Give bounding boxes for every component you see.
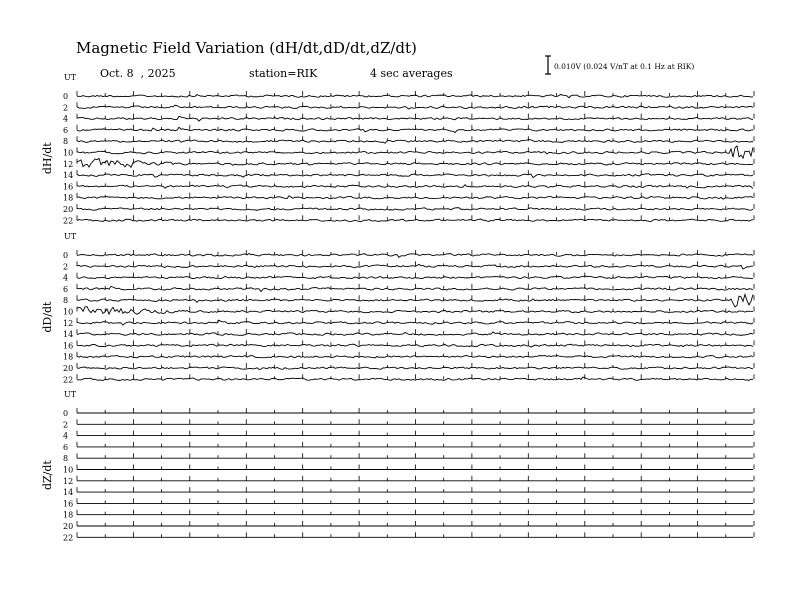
row-label: 14	[63, 488, 74, 498]
row-label: 10	[63, 465, 74, 475]
trace-line	[77, 377, 753, 380]
row-label: 6	[63, 125, 69, 135]
row-ticks	[77, 318, 754, 323]
row-label: 16	[63, 182, 74, 192]
row-label: 14	[63, 171, 74, 181]
row-label: 4	[63, 431, 69, 441]
row-ticks	[77, 408, 754, 413]
panels-group	[41, 73, 754, 542]
trace-line	[77, 264, 753, 269]
trace-line	[77, 320, 753, 325]
row-label: 16	[63, 499, 74, 509]
row-label: 4	[63, 114, 69, 124]
row-label: 10	[63, 307, 74, 317]
ut-label: UT	[64, 390, 77, 399]
row-ticks	[77, 181, 754, 186]
row-label: 0	[63, 251, 69, 260]
chart-title: Magnetic Field Variation (dH/dt,dD/dt,dZ/dt)	[76, 39, 417, 57]
row-label: 18	[63, 510, 74, 520]
row-label: 12	[63, 318, 74, 328]
row-label: 4	[63, 273, 69, 283]
trace-line	[77, 276, 753, 279]
trace-line	[77, 253, 753, 257]
trace-line	[77, 332, 753, 335]
ut-label: UT	[64, 232, 77, 241]
trace-line	[77, 127, 753, 132]
trace-line	[77, 158, 753, 167]
row-label: 20	[63, 205, 74, 214]
ut-label: UT	[64, 73, 77, 82]
trace-line	[77, 95, 753, 98]
row-ticks	[77, 419, 754, 424]
panel-axis-label: dH/dt	[41, 142, 54, 175]
scale-bar	[545, 56, 551, 74]
row-label: 0	[63, 92, 69, 101]
row-ticks	[77, 329, 754, 334]
row-ticks	[77, 453, 754, 458]
row-ticks	[77, 295, 754, 300]
row-label: 18	[63, 352, 74, 362]
panel-axis-label: dD/dt	[41, 301, 54, 333]
row-ticks	[77, 431, 754, 436]
trace-line	[77, 196, 753, 199]
trace-line	[77, 344, 753, 347]
row-label: 22	[63, 533, 74, 543]
row-label: 2	[63, 262, 69, 272]
trace-line	[77, 219, 753, 222]
row-label: 6	[63, 284, 69, 294]
row-label: 22	[63, 375, 74, 385]
row-label: 8	[63, 454, 69, 464]
trace-line	[77, 174, 753, 178]
row-label: 18	[63, 193, 74, 203]
scale-bar-label: 0.010V (0.024 V/nT at 0.1 Hz at RIK)	[554, 62, 695, 71]
row-ticks	[77, 476, 754, 481]
trace-line	[77, 139, 753, 143]
row-label: 16	[63, 341, 74, 351]
row-ticks	[77, 442, 754, 447]
row-label: 20	[63, 522, 74, 531]
row-label: 12	[63, 476, 74, 486]
panel-dD-dt	[41, 232, 754, 384]
trace-line	[77, 208, 753, 211]
row-label: 12	[63, 159, 74, 169]
row-ticks	[77, 204, 754, 209]
row-label: 2	[63, 103, 69, 113]
trace-line	[77, 307, 753, 315]
row-label: 20	[63, 364, 74, 373]
row-label: 10	[63, 148, 74, 158]
averaging-label: 4 sec averages	[370, 67, 453, 80]
date-label: Oct. 8 , 2025	[100, 67, 176, 80]
trace-line	[77, 105, 753, 109]
row-label: 8	[63, 296, 69, 306]
station-label: station=RIK	[249, 67, 318, 80]
row-ticks	[77, 465, 754, 470]
trace-line	[77, 356, 753, 358]
row-label: 2	[63, 420, 69, 430]
row-ticks	[77, 510, 754, 515]
row-ticks	[77, 487, 754, 492]
row-ticks	[77, 521, 754, 526]
trace-line	[77, 294, 753, 307]
row-label: 6	[63, 442, 69, 452]
row-ticks	[77, 498, 754, 503]
panel-dZ-dt	[41, 390, 754, 542]
row-label: 0	[63, 409, 69, 418]
panel-dH-dt	[41, 73, 754, 225]
row-label: 8	[63, 137, 69, 147]
trace-line	[77, 185, 753, 189]
trace-line	[77, 286, 753, 291]
row-label: 22	[63, 216, 74, 226]
trace-line	[77, 116, 753, 121]
trace-line	[77, 146, 753, 158]
trace-line	[77, 367, 753, 369]
row-ticks	[77, 532, 754, 537]
panel-axis-label: dZ/dt	[41, 460, 54, 491]
row-label: 14	[63, 330, 74, 340]
